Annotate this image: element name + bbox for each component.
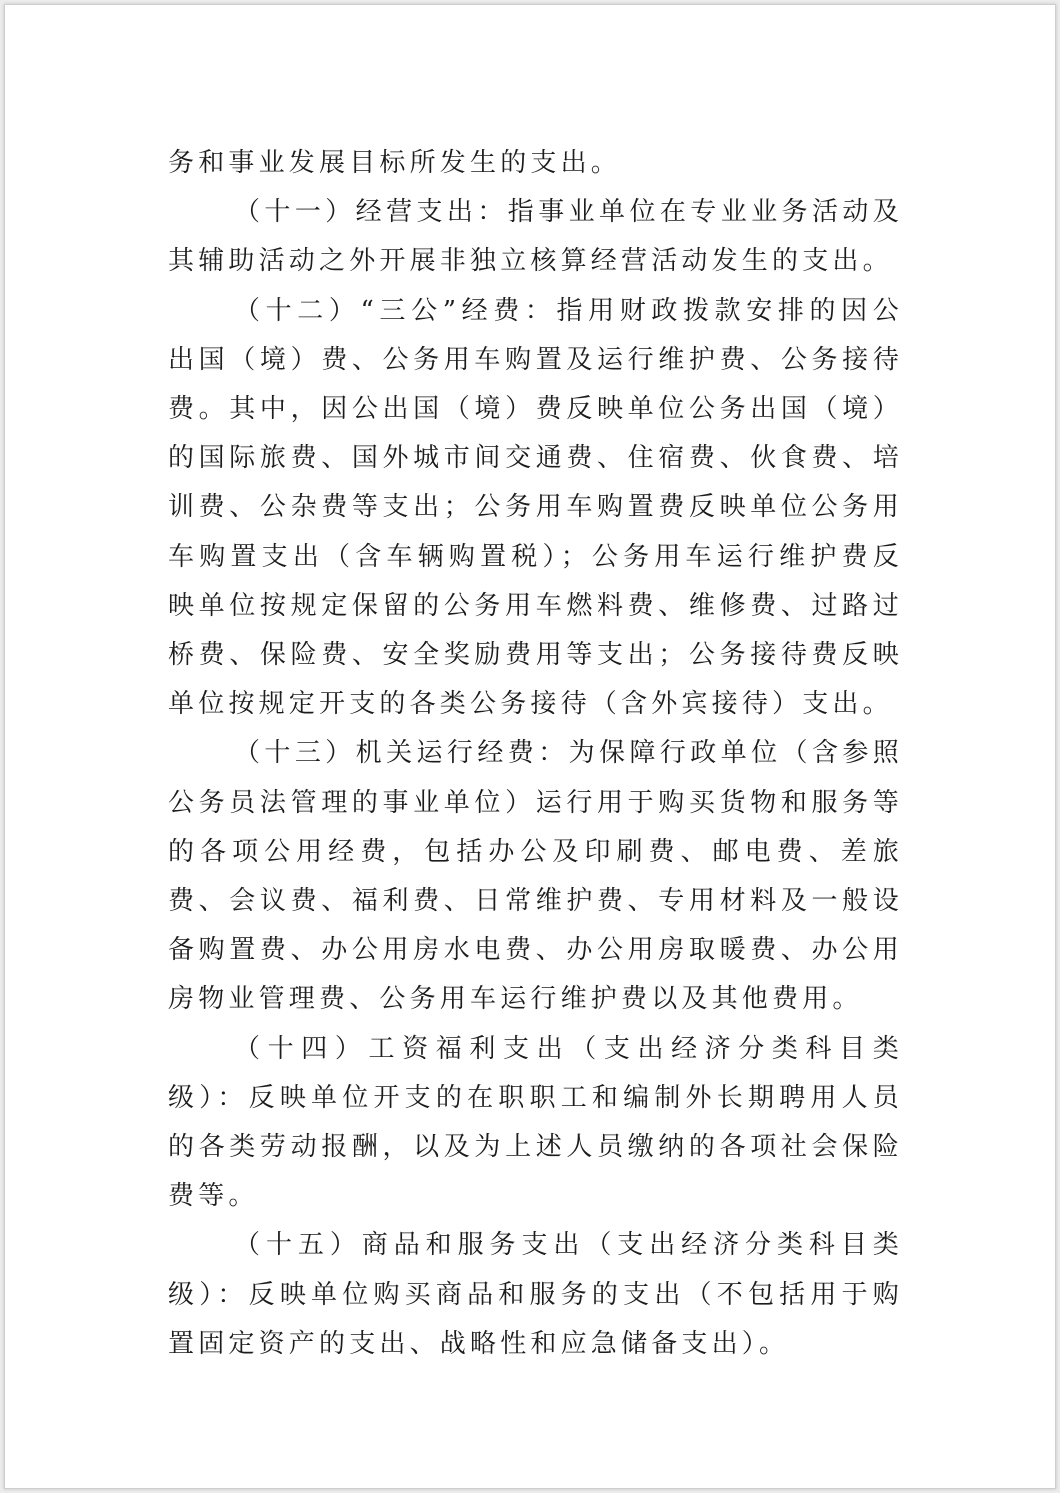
paragraph-agency-operating-costs: （十三）机关运行经费：为保障行政单位（含参照公务员法管理的事业单位）运行用于购买货物和服务等的各项公用经费，包括办公及印刷费、邮电费、差旅费、会议费、福利费、日常维护费、专用材料及一般设备购置费、办公用房水电费、办公用房取暖费、办公用房物业管理费、公务用车运行维护费以及其他费用。 <box>168 738 903 1015</box>
document-body <box>168 139 903 1369</box>
document-page <box>4 4 1056 1489</box>
paragraph-three-public-expenses: （十二）“三公”经费：指用财政拨款安排的因公出国（境）费、公务用车购置及运行维护费、公务接待费。其中，因公出国（境）费反映单位公务出国（境）的国际旅费、国外城市间交通费、住宿费、伙食费、培训费、公杂费等支出；公务用车购置费反映单位公务用车购置支出（含车辆购置税）；公务用车运行维护费反映单位按规定保留的公务用车燃料费、维修费、过路过桥费、保险费、安全奖励费用等支出；公务接待费反映单位按规定开支的各类公务接待（含外宾接待）支出。 <box>168 295 903 720</box>
paragraph-operating-expenditure: （十一）经营支出：指事业单位在专业业务活动及其辅助活动之外开展非独立核算经营活动发生的支出。 <box>168 197 903 277</box>
paragraph-wages-welfare: （十四）工资福利支出（支出经济分类科目类级）：反映单位开支的在职职工和编制外长期聘用人员的各类劳动报酬，以及为上述人员缴纳的各项社会保险费等。 <box>168 1033 903 1212</box>
paragraph-continuation: 务和事业发展目标所发生的支出。 <box>168 148 622 178</box>
paragraph-goods-services: （十五）商品和服务支出（支出经济分类科目类级）：反映单位购买商品和服务的支出（不包括用于购置固定资产的支出、战略性和应急储备支出）。 <box>168 1230 903 1359</box>
